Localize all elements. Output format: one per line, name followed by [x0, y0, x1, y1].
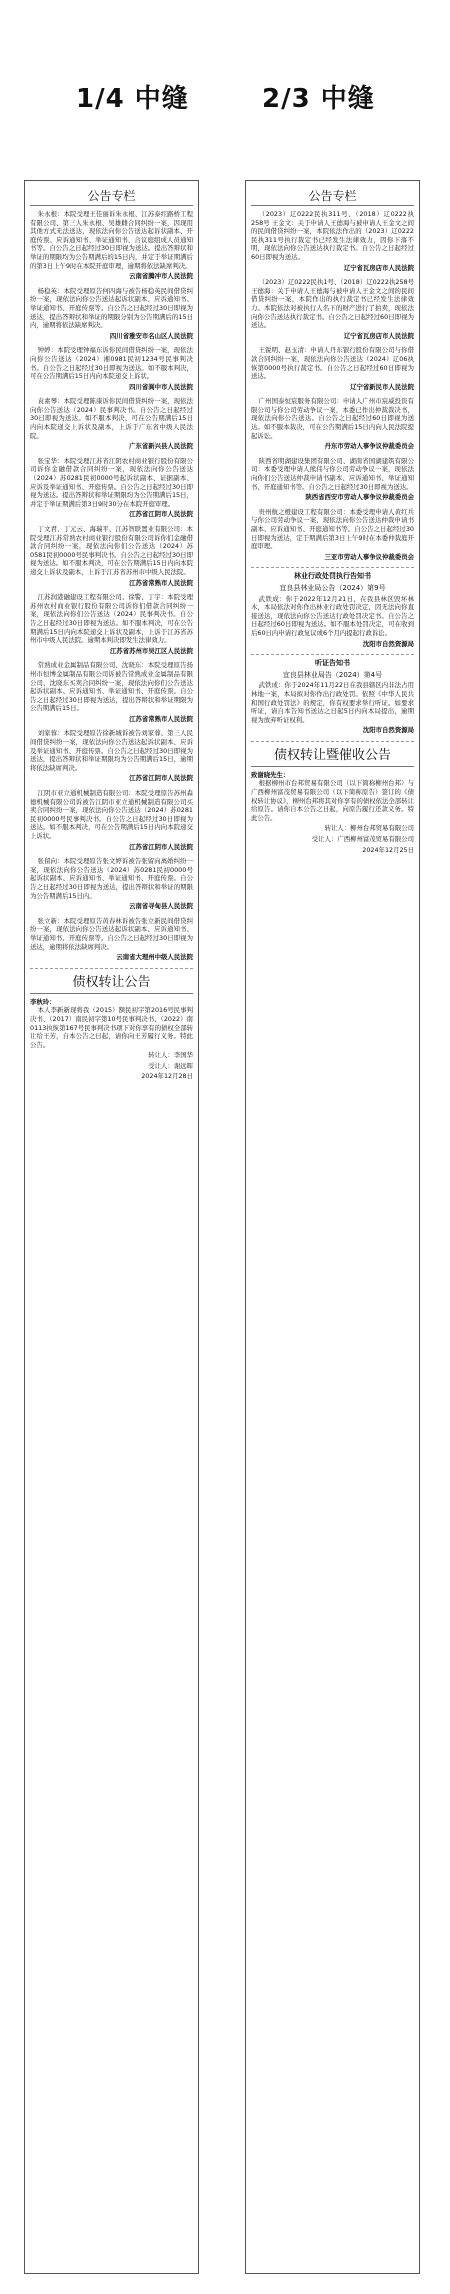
hearing-header: 听证告知书 — [315, 659, 350, 668]
notice-text: 袁素琴：本院受理陈康诉你民间借贷纠纷一案，现依法向你公告送达（2024）民事判决书。自公告之日起经过30日即视为送达。如不服本判决，可在公告期满后15日内向本院递交上诉状及副本，上诉于广东省中级人民法院。 — [30, 397, 193, 440]
notice-case — [251, 508, 414, 562]
left-transfer-date: 2024年12月28日 — [141, 1072, 193, 1081]
notice-court: 江苏省江阴市人民法院 — [129, 774, 193, 783]
notice-text: 朱永根：本院受理王佳丽诉朱永根、江苏泰红路桥工程有限公司、第三人朱永根、吴雄雌合同纠纷一案，因现用其他方式无法送达，现依法向你公告送达起诉状副本、开庭传票、应诉通知书、举证通知书、合议庭组成人员通知书等。自公告之日起经过30日即视为送达。提出答辩状和举证的期限均为公告期满后的15日内，并定于举证期满后的第3日上午9时在本院开庭审理，逾期将依法缺席判决。 — [30, 210, 193, 270]
left-case-list — [30, 210, 193, 962]
notice-text: 杨稳英：本院受理原告何四海与被告杨稳英民间借贷纠纷一案，现依法向你公告送达起诉状副本、应诉通知书、举证通知书、开庭传票等。自公告之日起经过30日即视为送达，提出答辩状和举证的期限分别为公告期满后的15日内，逾期将依法缺席判决。 — [30, 286, 193, 330]
right-column-header: 公告专栏 — [251, 187, 414, 206]
notice-case — [251, 210, 414, 272]
notice-text: （2023）辽0222民执1号、（2018）辽0222执258号 王德海：关于申请人王德海与被申请人王金文之间的民间借贷纠纷一案，本院作出的执行裁定书已经发生法律效力。本院依法对被执行人名下的财产进行了拍卖，现依法向你公告送达执行裁定书。自公告之日起经过60日即视为送达。 — [251, 278, 414, 330]
notice-case — [251, 457, 414, 502]
penalty-subheader: 宜良县林业局公告（2024）第9号 — [279, 583, 386, 592]
notice-case — [30, 661, 193, 723]
left-transfer-addressee: 李秋玲： — [30, 997, 56, 1006]
notice-court: 陕西省西安市劳动人事争议仲裁委员会 — [305, 493, 414, 502]
hearing-signer: 沈阳市自然资源局 — [362, 726, 414, 735]
right-transfer-notice — [251, 771, 414, 854]
notice-court: 云南省寻甸县人民法院 — [129, 902, 193, 911]
notice-text: 张立新：本院受理原告黄春林诉被告张立新民间借贷纠纷一案，现依法向你公告送达起诉状副本、应诉通知书、举证通知书、开庭传票等。自公告之日起经过30日即视为送达，逾期将依法缺席判决。 — [30, 916, 193, 951]
penalty-notice — [251, 595, 414, 649]
notice-text: 张留向：本院受理原告张文婷诉被告张留向离婚纠纷一案，现依法向你公告送达（2024）苏0281民初0000号起诉状副本、应诉通知书、举证通知书、开庭传票。自公告之日起经过30日即视为送达，提出答辩状和举证的期限为公告期满后15日内。 — [30, 857, 193, 900]
left-transfer-header: 债权转让公告 — [30, 973, 193, 994]
notice-court: 江苏省苏州市吴江区人民法院 — [109, 646, 193, 655]
notice-case — [30, 789, 193, 851]
notice-court: 江苏省常熟市人民法院 — [129, 578, 193, 587]
notice-court: 江苏省江阴市人民法院 — [129, 842, 193, 851]
notice-court: 丹东市劳动人事争议仲裁委员会 — [324, 442, 414, 451]
left-column-header: 公告专栏 — [30, 187, 193, 206]
notice-text: 王锐明、赵玉清：申请人丹东银行股份有限公司与你借款合同纠纷一案，现依法向你公告送达（2024）辽06执恢第0000号执行裁定书。自公告之日起经过60日即视为送达。 — [251, 346, 414, 381]
right-transfer-signer2: 受让人：广西柳州富茂贸易有限公司 — [311, 835, 414, 844]
notice-case — [30, 397, 193, 451]
left-transfer-body: 本人李新新现将我（2015）额民初字第2016号民事判决书、（2017）南民初字第10号民事判决书、（2022）南0113执恢第167号民事判决书项下对你享有的债权全部转让给王芳，自本公告之日起，请你向王芳履行义务。特此公告。 — [30, 1006, 193, 1049]
notice-case — [30, 857, 193, 911]
notice-text: 陕西省明湖建设集团有限公司、湖南省国湖建筑有限公司：本委受理申请人熊伟与你公司劳动争议一案，现依法向你们公告送达仲裁申请书副本、应诉通知书、举证通知书、开庭通知书等。自公告之日起经过30日即视为送达。 — [251, 456, 414, 491]
notice-court: 四川省阆中市人民法院 — [129, 382, 193, 391]
notice-text: 张宝华：本院受理江苏省江阴农村商业银行股份有限公司诉你金融借款合同纠纷一案，现依法向你公告送达（2024）苏0281民初0000号起诉状副本、证据副本、应诉及举证通知书、开庭传票。自公告之日起经过30日即视为送达。提出答辩状和举证期限均为公告期满后15日，并定于举证期满后第3日9时30分在本院开庭审理。 — [30, 456, 193, 508]
right-transfer-addressee: 致谢晓先生： — [251, 770, 290, 779]
notice-case — [251, 278, 414, 340]
penalty-signer: 沈阳市自然资源局 — [362, 639, 414, 648]
notice-text: 钟婷：本院受理钟福东诉你民间借贷纠纷一案，现依法向你公告送达（2024）湘0981民初1234号民事判决书。自公告之日起经过30日即视为送达。如不服本判决，可在公告期满后15日内向本院递交上诉状。 — [30, 346, 193, 381]
hearing-notice — [251, 681, 414, 735]
left-page-title: 1/4 中缝 — [76, 84, 189, 114]
notice-court: 江苏省江阴市人民法院 — [129, 510, 193, 519]
notice-case — [30, 346, 193, 391]
right-transfer-signer1: 转让人：柳州台邦贸易有限公司 — [324, 824, 414, 833]
right-case-list — [251, 210, 414, 561]
notice-court: 三亚市劳动人事争议仲裁委员会 — [324, 552, 414, 561]
penalty-header: 林业行政处罚执行告知书 — [294, 572, 371, 581]
hearing-subheader: 宜良县林业局告（2024）第4号 — [282, 670, 383, 679]
notice-text: 贵州航之橙建设工程有限公司：本委受理申请人黄红兵与你公司劳动争议一案，现依法向你公告送达仲裁申请书副本、应诉通知书、开庭通知书等。自公告之日起经过30日即视为送达，定于期满后第3日上午9时在本委仲裁庭开庭审理。 — [251, 507, 414, 551]
notice-case — [251, 346, 414, 391]
notice-court: 云南省腾冲市人民法院 — [129, 272, 193, 281]
left-transfer-signer: 转让人：李国华 — [148, 1051, 193, 1060]
notice-case — [30, 287, 193, 341]
notice-text: 刘家蓉：本院受理原告徐新城诉被告刘家蓉、第三人民间借贷纠纷一案，现依法向你公告送达起诉状副本、应诉及举证通知书、开庭传票。自公告之日起经过30日即视为送达，提出答辩状和举证期限均为公告期满后15日，逾期将依法缺席判决。 — [30, 729, 193, 772]
left-transfer-notice — [30, 998, 193, 1081]
left-notice-column — [24, 180, 199, 2274]
notice-court: 云南省大理州中级人民法院 — [116, 953, 193, 962]
notice-text: 常熟成业金属制品有限公司、沈晓东：本院受理原告扬州市恒博金属制品有限公司诉被告常熟成业金属制品有限公司、沈晓东买卖合同纠纷一案，现依法向你们公告送达起诉状副本、应诉通知书、举证通知书、开庭传票。自公告之日起经过30日即视为送达，提出答辩状和举证期限为公告期满后15日。 — [30, 661, 193, 713]
penalty-text: 武铁成：你于2022年12月21日，在我县林区毁坏林木，本局依法对你作出林业行政处罚决定，因无法向你直接送达，现依法向你公告送达行政处罚决定书。自公告之日起经过60日即视为送达。如不服本处罚决定，可在收到后60日内申请行政复议或6个月内提起行政诉讼。 — [251, 594, 414, 637]
right-notice-column — [245, 180, 420, 2274]
notice-text: （2023）辽0222民执311号、（2018）辽0222执258号 王金文：关于申请人王德海与被申请人王金文之间的民间借贷纠纷一案，本院依法作出的（2023）辽0222民执311号执行裁定书已经发生法律效力，因你下落不明，现依法向你公告送达执行裁定书。自公告之日起经过60日即视为送达。 — [251, 210, 414, 261]
right-transfer-body: 根据柳州市台邦贸易有限公司（以下简称柳州台邦）与广西柳州富茂贸易有限公司（以下简称原告）签订的《债权转让协议》，柳州台邦将其对你享有的债权依法全部转让给原告。请你自本公告之日起，向原告履行还款义务。特此公告。 — [251, 779, 414, 822]
notice-case — [30, 593, 193, 655]
right-page-title: 2/3 中缝 — [262, 84, 375, 114]
notice-case — [30, 210, 193, 281]
notice-court: 四川省雅安市名山区人民法院 — [109, 331, 193, 340]
notice-text: 江苏润港融建设工程有限公司、徐警、丁宇：本院受理苏州农村商业银行股份有限公司诉你们借款合同纠纷一案，现依法向你们公告送达（2024）民事判决书。自公告之日起经过30日即视为送达。如不服本判决，可在公告期满后15日内向本院递交上诉状及副本，上诉于江苏省苏州市中级人民法院。逾期本判决即发生法律效力。 — [30, 593, 193, 645]
notice-text: 广州国泰恒宸服务有限公司：申请人广州市宸威投资有限公司与你公司劳动争议一案，本委已作出仲裁裁决书，现依法向你公告送达。自公告之日起经过60日即视为送达。如不服本裁决，可在公告期满后15日内向人民法院提起诉讼。 — [251, 397, 414, 440]
right-transfer-date: 2024年12月25日 — [362, 845, 414, 854]
notice-court: 江苏省常熟市人民法院 — [129, 714, 193, 723]
notice-court: 辽宁省瓦房店市人民法院 — [343, 263, 414, 272]
notice-court: 广东省新兴县人民法院 — [129, 442, 193, 451]
notice-text: 江阴市亚立通机械制造有限公司：本院受理原告苏州森德机械有限公司诉被告江阴市亚立通机械制造有限公司买卖合同纠纷一案，现依法向你公告送达（2024）苏0281民初0000号民事判决书。自公告之日起经过30日即视为送达。如不服本判决，可在公告期满后15日内向本院递交上诉状。 — [30, 789, 193, 840]
notice-case — [30, 525, 193, 587]
notice-court: 辽宁省瓦房店市人民法院 — [343, 331, 414, 340]
left-transfer-recipient: 受让人：谢远晖 — [148, 1061, 193, 1070]
notice-case — [30, 729, 193, 783]
notice-text: 丁文君、丁元云、海瑞平、江苏智联置业有限公司：本院受理江苏常熟农村商业银行股份有限公司诉你们金融借款合同纠纷一案，现依法向你们公告送达（2024）苏0581民初0000号民事判决书。自公告之日起经过30日即视为送达。如不服本判决，可在公告期满后15日内向本院递交上诉状及副本，上诉于江苏省苏州市中级人民法院。 — [30, 525, 193, 576]
right-transfer-header: 债权转让暨催收公告 — [251, 746, 414, 767]
notice-case — [30, 457, 193, 519]
notice-case — [251, 397, 414, 451]
notice-case — [30, 917, 193, 962]
notice-court: 辽宁省新民市人民法院 — [350, 382, 414, 391]
hearing-text: 武铁成：你于2024年11月22日在我县辖区内非法占用林地一案，本局拟对你作出行政处罚。依照《中华人民共和国行政处罚法》的规定，你有权要求举行听证。如要求听证，请自本告知书送达之日起5日内向本局提出，逾期视为放弃听证权利。 — [251, 681, 414, 724]
